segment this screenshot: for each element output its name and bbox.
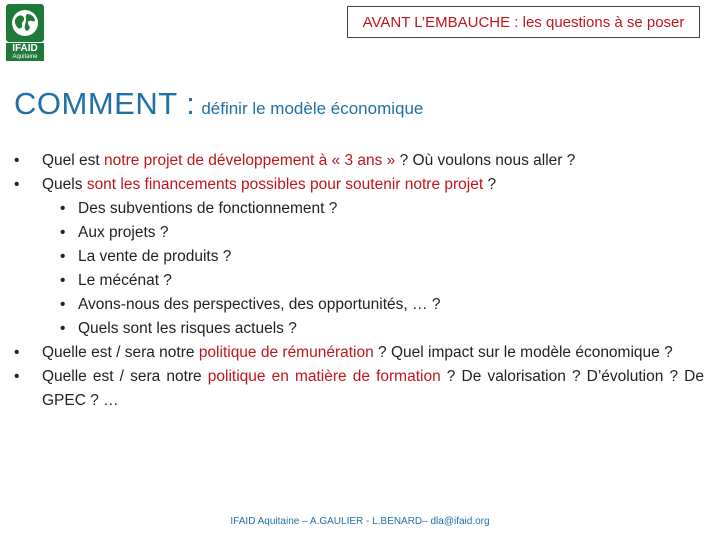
- item-highlight: notre projet de développement à « 3 ans »: [104, 152, 396, 169]
- bullet-icon: •: [14, 344, 20, 361]
- list-item: [14, 149, 704, 173]
- item-highlight: sont les financements possibles pour soutenir notre projet: [86, 176, 484, 193]
- logo-subtitle: Aquitaine: [6, 54, 44, 61]
- bullet-icon: •: [60, 296, 66, 313]
- bullet-icon: •: [60, 248, 66, 265]
- footer: [0, 516, 720, 527]
- item-highlight: politique de rémunération: [198, 344, 374, 361]
- item-text: ? Où voulons nous aller ?: [395, 152, 576, 169]
- title-main: COMMENT :: [14, 86, 196, 121]
- page-title: [14, 86, 423, 122]
- sub-item-text: Avons-nous des perspectives, des opportunités, … ?: [78, 296, 441, 313]
- logo-brand: IFAID: [6, 43, 44, 54]
- item-text: ? De valorisation ? D’évolution ? De GPEC ? …: [42, 368, 704, 409]
- sub-list-item: [14, 245, 704, 269]
- sub-item-text: Quels sont les risques actuels ?: [78, 320, 297, 337]
- header-box: [347, 6, 700, 38]
- bullet-icon: •: [60, 272, 66, 289]
- item-text: Quels: [42, 176, 87, 193]
- globe-icon: [6, 4, 44, 42]
- sub-item-text: Aux projets ?: [78, 224, 169, 241]
- list-item: [14, 173, 704, 197]
- list-item: [14, 341, 704, 365]
- bullet-icon: •: [60, 224, 66, 241]
- item-text: ?: [483, 176, 497, 193]
- question-list: [14, 149, 704, 413]
- ifaid-logo: [6, 4, 44, 60]
- sub-list-item: [14, 221, 704, 245]
- sub-item-text: Des subventions de fonctionnement ?: [78, 200, 338, 217]
- item-highlight: politique en matière de formation: [207, 368, 441, 385]
- bullet-icon: •: [14, 176, 20, 193]
- footer-text: IFAID Aquitaine – A.GAULIER - L.BENARD– dla@ifaid.org: [230, 516, 490, 527]
- item-text: Quelle est / sera notre: [42, 368, 208, 385]
- bullet-icon: •: [14, 152, 20, 169]
- sub-item-text: Le mécénat ?: [78, 272, 172, 289]
- title-sub: définir le modèle économique: [201, 99, 424, 118]
- sub-list-item: [14, 269, 704, 293]
- sub-item-text: La vente de produits ?: [78, 248, 232, 265]
- item-text: Quel est: [42, 152, 105, 169]
- bullet-icon: •: [60, 200, 66, 217]
- list-item: [14, 365, 704, 413]
- item-text: Quelle est / sera notre: [42, 344, 199, 361]
- bullet-icon: •: [14, 368, 20, 385]
- sub-list-item: [14, 317, 704, 341]
- bullet-icon: •: [60, 320, 66, 337]
- sub-list-item: [14, 293, 704, 317]
- item-text: ? Quel impact sur le modèle économique ?: [373, 344, 673, 361]
- header-title: AVANT L’EMBAUCHE : les questions à se poser: [362, 13, 685, 31]
- sub-list-item: [14, 197, 704, 221]
